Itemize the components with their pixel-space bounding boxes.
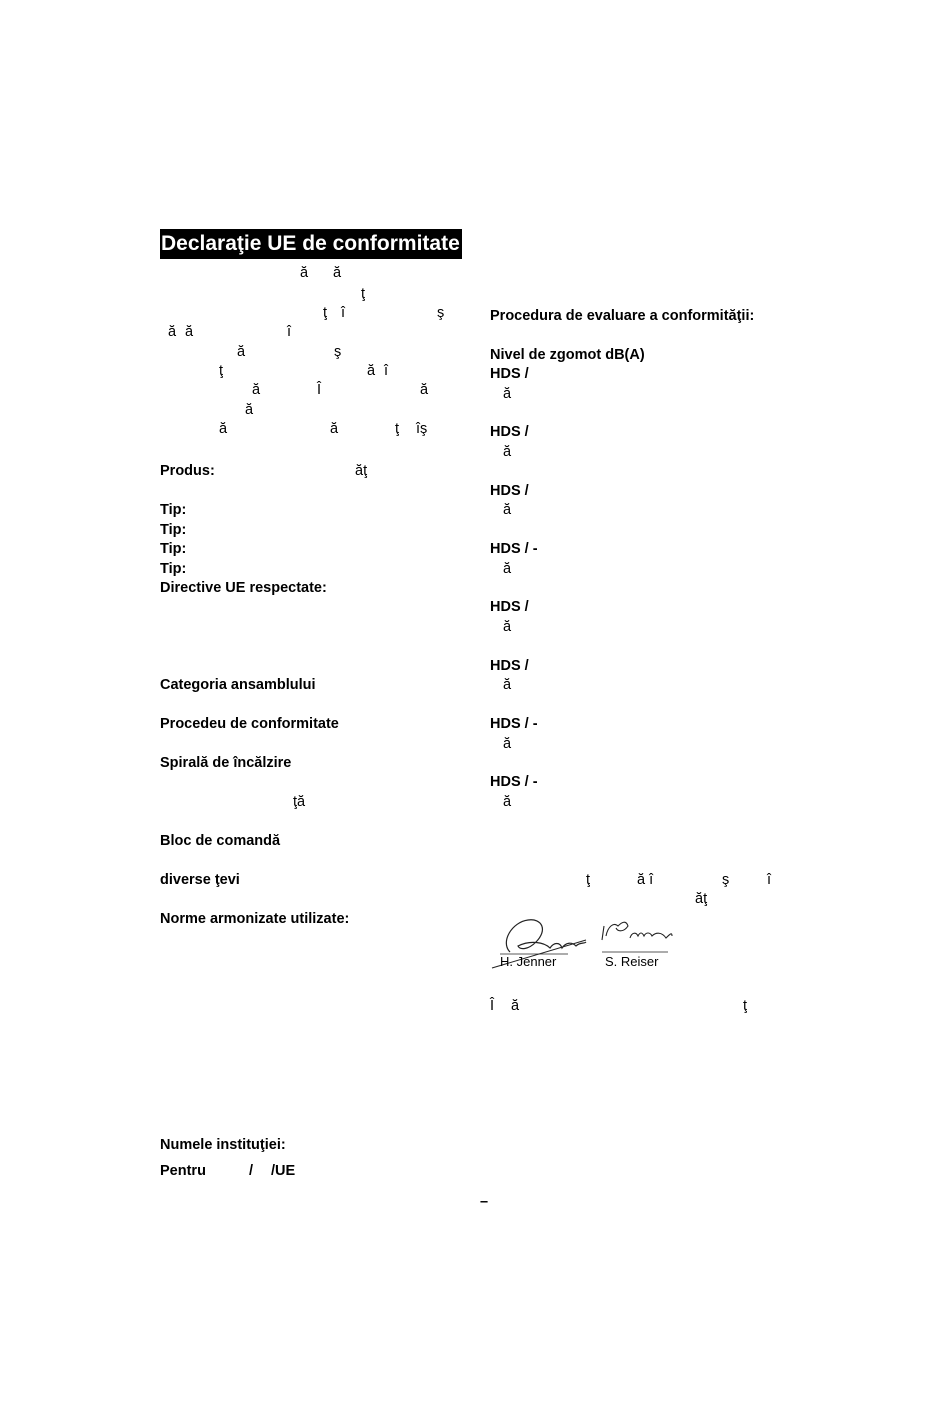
right-line-15: ă xyxy=(503,736,512,752)
signature-jenner-name: H. Jenner xyxy=(500,954,557,969)
right-line-2: HDS / xyxy=(490,366,529,382)
left-line-6: Directive UE respectate: xyxy=(160,580,327,596)
left-line-8: Procedeu de conformitate xyxy=(160,716,339,732)
intro-fragment-21: îş xyxy=(416,421,428,437)
left-line-7: Categoria ansamblului xyxy=(160,677,316,693)
left-line-15: Pentru xyxy=(160,1163,206,1179)
intro-fragment-10: ş xyxy=(334,344,342,360)
left-line-10: ţă xyxy=(293,794,306,810)
right-line-4: HDS / xyxy=(490,424,529,440)
signature-reiser-name: S. Reiser xyxy=(605,954,659,969)
right-line-3: ă xyxy=(503,386,512,402)
left-line-12: diverse ţevi xyxy=(160,872,240,888)
intro-fragment-16: ă xyxy=(420,382,429,398)
intro-fragment-14: ă xyxy=(252,382,261,398)
right-line-11: ă xyxy=(503,619,512,635)
closing-fragment-6: ă xyxy=(511,998,520,1014)
right-line-7: ă xyxy=(503,502,512,518)
closing-fragment-3: î xyxy=(767,872,772,888)
document-title: Declaraţie UE de conformitate xyxy=(160,229,462,259)
left-line-16: / xyxy=(249,1163,254,1179)
intro-fragment-19: ă xyxy=(330,421,339,437)
left-line-17: /UE xyxy=(271,1163,296,1179)
closing-fragment-0: ţ xyxy=(586,872,591,888)
closing-fragment-1: ă î xyxy=(637,872,654,888)
closing-fragment-4: ăţ xyxy=(695,891,708,907)
footer-dash: – xyxy=(480,1194,489,1210)
intro-fragment-15: Î xyxy=(317,382,322,398)
left-line-2: Tip: xyxy=(160,502,187,518)
intro-fragment-7: ă xyxy=(185,324,194,340)
intro-fragment-4: î xyxy=(341,305,346,321)
left-line-1: ăţ xyxy=(355,463,368,479)
intro-fragment-3: ţ xyxy=(323,305,328,321)
right-line-10: HDS / xyxy=(490,599,529,615)
intro-fragment-5: ş xyxy=(437,305,445,321)
intro-fragment-18: ă xyxy=(219,421,228,437)
intro-fragment-9: ă xyxy=(237,344,246,360)
left-line-4: Tip: xyxy=(160,541,187,557)
intro-fragment-6: ă xyxy=(168,324,177,340)
intro-fragment-17: ă xyxy=(245,402,254,418)
left-line-9: Spirală de încălzire xyxy=(160,755,292,771)
right-line-1: Nivel de zgomot dB(A) xyxy=(490,347,645,363)
intro-fragment-0: ă xyxy=(300,265,309,281)
intro-fragment-12: ă xyxy=(367,363,376,379)
intro-fragment-20: ţ xyxy=(395,421,400,437)
left-line-5: Tip: xyxy=(160,561,187,577)
left-line-11: Bloc de comandă xyxy=(160,833,281,849)
intro-fragment-2: ţ xyxy=(361,286,366,302)
right-line-14: HDS / - xyxy=(490,716,538,732)
left-line-14: Numele instituţiei: xyxy=(160,1137,286,1153)
closing-fragment-2: ş xyxy=(722,872,730,888)
intro-fragment-1: ă xyxy=(333,265,342,281)
right-line-0: Procedura de evaluare a conformităţii: xyxy=(490,308,755,324)
intro-fragment-13: î xyxy=(384,363,389,379)
closing-fragment-5: Î xyxy=(490,998,495,1014)
right-line-13: ă xyxy=(503,677,512,693)
right-line-8: HDS / - xyxy=(490,541,538,557)
right-line-16: HDS / - xyxy=(490,774,538,790)
intro-fragment-8: î xyxy=(287,324,292,340)
left-line-0: Produs: xyxy=(160,463,215,479)
right-line-17: ă xyxy=(503,794,512,810)
closing-fragment-7: ţ xyxy=(743,998,748,1014)
left-line-13: Norme armonizate utilizate: xyxy=(160,911,350,927)
right-line-6: HDS / xyxy=(490,483,529,499)
right-line-9: ă xyxy=(503,561,512,577)
right-line-5: ă xyxy=(503,444,512,460)
intro-fragment-11: ţ xyxy=(219,363,224,379)
right-line-12: HDS / xyxy=(490,658,529,674)
left-line-3: Tip: xyxy=(160,522,187,538)
